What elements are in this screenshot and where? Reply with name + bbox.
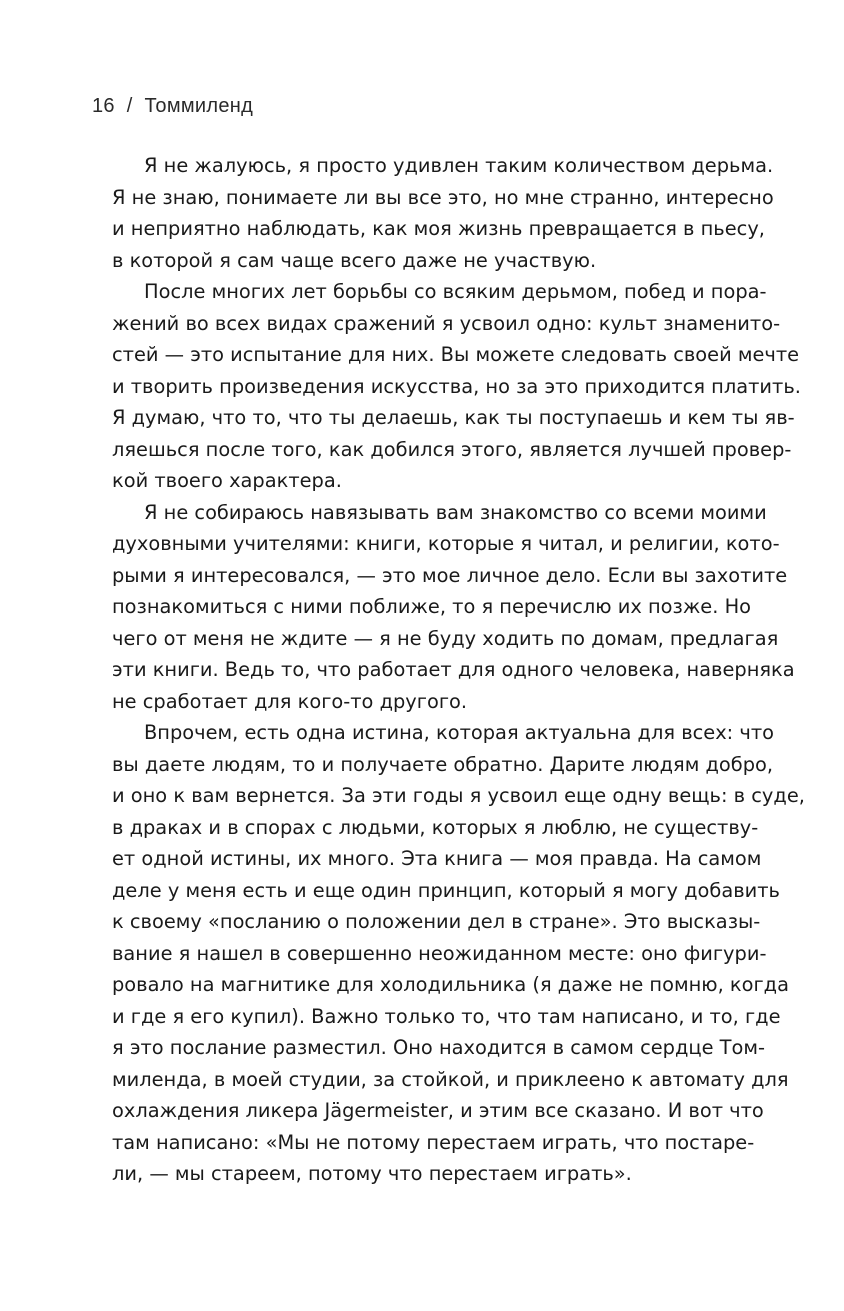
text-line: в которой я сам чаще всего даже не участвую. [112, 248, 597, 272]
book-title: Томмиленд [144, 95, 254, 117]
text-line: не сработает для кого-то другого. [112, 689, 468, 713]
text-line: и неприятно наблюдать, как моя жизнь превращается в пьесу, [112, 217, 765, 240]
text-line: жений во всех видах сражений я усвоил одно: культ знаменито- [112, 311, 781, 335]
paragraph-3 [112, 497, 795, 718]
paragraph-2 [112, 276, 801, 497]
body-text [112, 150, 805, 1190]
text-line: Впрочем, есть одна истина, которая актуальна для всех: что [144, 721, 774, 744]
page-number: 16 [92, 95, 115, 117]
running-head [92, 95, 253, 118]
paragraph-1 [112, 150, 774, 276]
text-line: ли, — мы стареем, потому что перестаем играть». [112, 1162, 632, 1185]
text-line: там написано: «Мы не потому перестаем играть, что постаре- [112, 1130, 755, 1154]
text-line: в драках и в спорах с людьми, которых я люблю, не существу- [112, 815, 759, 839]
text-line: ет одной истины, их много. Эта книга — моя правда. На самом [112, 847, 762, 870]
text-line: миленда, в моей студии, за стойкой, и приклеено к автомату для [112, 1067, 789, 1091]
text-line: к своему «посланию о положении дел в стране». Это высказы- [112, 910, 761, 933]
running-head-separator: / [126, 95, 133, 117]
text-line: ровало на магнитике для холодильника (я даже не помню, когда [112, 973, 789, 996]
text-line: Я не собираюсь навязывать вам знакомство со всеми моими [144, 500, 767, 524]
text-line: рыми я интересовался, — это мое личное дело. Если вы захотите [112, 563, 788, 587]
text-line: Я не знаю, понимаете ли вы все это, но мне странно, интересно [112, 185, 774, 209]
text-line: Я думаю, что то, что ты делаешь, как ты поступаешь и кем ты яв- [112, 406, 795, 429]
text-line: и творить произведения искусства, но за это приходится платить. [112, 374, 801, 398]
text-line: и оно к вам вернется. За эти годы я усвоил еще одну вещь: в суде, [112, 784, 805, 807]
text-line: и где я его купил). Важно только то, что там написано, и то, где [112, 1004, 781, 1028]
text-line: После многих лет борьбы со всяким дерьмом, побед и пора- [144, 280, 767, 303]
text-line: кой твоего характера. [112, 469, 342, 492]
text-line: духовными учителями: книги, которые я читал, и религии, кото- [112, 532, 780, 555]
text-line: деле у меня есть и еще один принцип, который я могу добавить [112, 878, 780, 902]
paragraph-4 [112, 717, 805, 1190]
text-line: Я не жалуюсь, я просто удивлен таким количеством дерьма. [144, 154, 774, 177]
text-line: вы даете людям, то и получаете обратно. Дарите людям добро, [112, 752, 774, 776]
text-line: охлаждения ликера Jägermeister, и этим все сказано. И вот что [112, 1099, 764, 1122]
text-line: я это послание разместил. Оно находится в самом сердце Том- [112, 1036, 765, 1059]
text-line: вание я нашел в совершенно неожиданном месте: оно фигури- [112, 941, 767, 965]
text-line: чего от меня не ждите — я не буду ходить по домам, предлагая [112, 626, 779, 650]
text-line: ляешься после того, как добился этого, является лучшей провер- [112, 437, 792, 461]
text-line: стей — это испытание для них. Вы можете следовать своей мечте [112, 343, 800, 366]
text-line: эти книги. Ведь то, что работает для одного человека, наверняка [112, 658, 795, 681]
text-line: познакомиться с ними поближе, то я перечислю их позже. Но [112, 595, 752, 618]
